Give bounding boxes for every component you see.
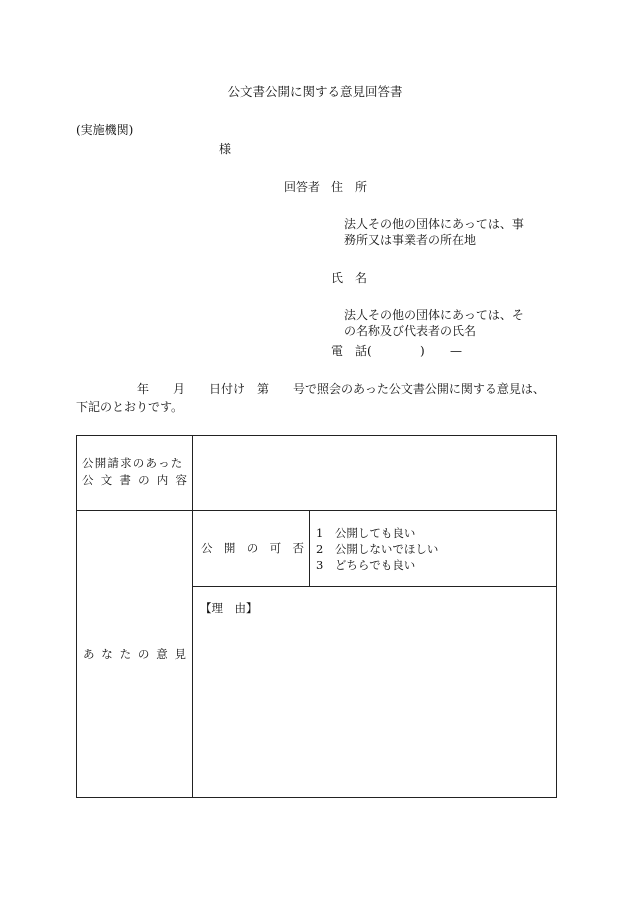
opinion-label-char: 見 (174, 647, 186, 661)
address-label: 住 所 (331, 180, 368, 194)
reason-label: 【理 由】 (200, 601, 258, 615)
disclosure-label-char: 開 (223, 541, 236, 555)
opinion-form-table (76, 435, 557, 798)
phone-label: 電 話( (331, 344, 372, 358)
name-note-line1: 法人その他の団体にあっては、そ (344, 308, 524, 322)
document-title: 公文書公開に関する意見回答書 (227, 84, 403, 99)
request-label-char: 書 (119, 473, 131, 487)
disclosure-label-cell (193, 511, 310, 587)
phone-close-paren: ) (420, 344, 425, 358)
request-content-input[interactable] (193, 436, 557, 511)
body-date-ref: 日付け 第 (209, 382, 270, 396)
address-note-line2: 務所又は事業者の所在地 (344, 233, 477, 247)
request-label-char: 文 (100, 473, 113, 487)
address-note-line1: 法人その他の団体にあっては、事 (344, 217, 524, 231)
request-label-line1 (82, 458, 187, 470)
disclosure-label-char: 否 (292, 541, 304, 555)
request-label-char: 内 (156, 473, 169, 487)
opinion-label-char: 意 (156, 647, 168, 661)
agency-label: (実施機関) (76, 123, 134, 137)
body-year: 年 (137, 382, 150, 396)
phone-dash: — (450, 344, 462, 358)
name-note-line2: の名称及び代表者の氏名 (344, 324, 477, 338)
disclosure-label-char: 公 (201, 541, 213, 555)
request-label-line2 (82, 475, 187, 487)
name-label: 氏 名 (331, 271, 368, 285)
reason-input[interactable] (193, 587, 557, 798)
opinion-label-char: た (119, 647, 132, 661)
disclosure-options-cell (310, 511, 557, 587)
request-label-char: の (138, 473, 150, 487)
body-line2: 下記のとおりです。 (76, 400, 184, 414)
request-label-char: 容 (175, 473, 187, 487)
respondent-label: 回答者 (284, 180, 321, 194)
opinion-label-char: あ (83, 647, 95, 661)
option-either[interactable]: 3 どちらでも良い (316, 558, 416, 572)
disclosure-label-char: の (246, 541, 259, 555)
request-label-cell (77, 436, 193, 511)
opinion-label-cell (77, 511, 193, 798)
disclosure-label-line (201, 543, 304, 555)
honorific-sama: 様 (219, 142, 232, 156)
disclosure-label-char: 可 (269, 541, 282, 555)
request-label-text: 公開請求のあった (82, 456, 184, 470)
opinion-label-line (83, 649, 186, 661)
body-number-rest: 号で照会のあった公文書公開に関する意見は、 (293, 382, 545, 396)
request-label-char: 公 (82, 473, 94, 487)
opinion-label-char: の (137, 647, 150, 661)
option-disclose-ok[interactable]: 1 公開しても良い (316, 526, 416, 540)
option-disclose-no[interactable]: 2 公開しないでほしい (316, 542, 439, 556)
body-month: 月 (173, 382, 186, 396)
opinion-label-char: な (101, 647, 113, 661)
